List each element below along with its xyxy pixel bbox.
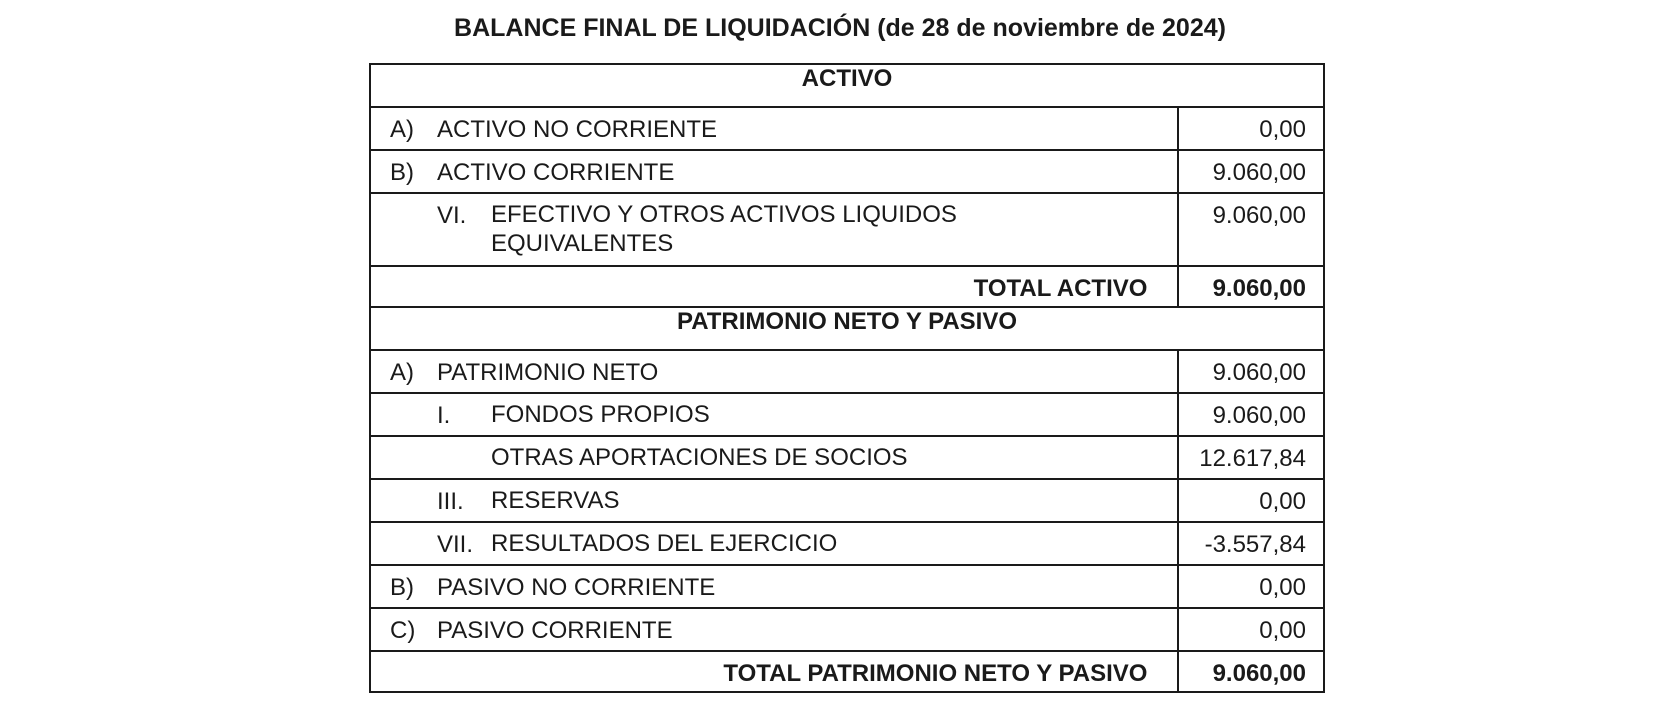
section-heading-pasivo [370, 307, 1324, 350]
row-code: I. [437, 402, 451, 429]
row-amount: 9.060,00 [1178, 193, 1324, 266]
total-amount: 9.060,00 [1178, 651, 1324, 692]
row-code: VII. [437, 531, 474, 558]
row-code: A) [390, 359, 414, 386]
row-amount: 9.060,00 [1178, 350, 1324, 393]
table-row [370, 565, 1324, 608]
table-row [370, 608, 1324, 651]
row-label: PASIVO CORRIENTE [437, 617, 673, 644]
table-row [370, 522, 1324, 565]
row-amount: 9.060,00 [1178, 393, 1324, 436]
row-code: III. [437, 488, 464, 515]
row-label: PASIVO NO CORRIENTE [437, 574, 716, 601]
row-code: C) [390, 617, 416, 644]
row-label: PATRIMONIO NETO [437, 359, 659, 386]
row-code: B) [390, 574, 414, 601]
document-title: BALANCE FINAL DE LIQUIDACIÓN (de 28 de noviembre de 2024) [454, 14, 1226, 42]
total-label: TOTAL ACTIVO [370, 266, 1178, 307]
row-amount: 0,00 [1178, 107, 1324, 150]
row-label: EFECTIVO Y OTROS ACTIVOS LIQUIDOS EQUIVALENTES [491, 201, 957, 257]
row-label: RESULTADOS DEL EJERCICIO [491, 530, 838, 557]
row-amount: 0,00 [1178, 608, 1324, 651]
table-row [370, 436, 1324, 479]
table-row [370, 150, 1324, 193]
total-row-pasivo [370, 651, 1324, 692]
row-code: B) [390, 159, 414, 186]
row-amount: -3.557,84 [1178, 522, 1324, 565]
table-row [370, 193, 1324, 266]
balance-table [369, 63, 1325, 693]
row-code: VI. [437, 202, 467, 229]
row-label: OTRAS APORTACIONES DE SOCIOS [491, 444, 908, 471]
row-code [437, 445, 491, 472]
total-row-activo [370, 266, 1324, 307]
total-amount: 9.060,00 [1178, 266, 1324, 307]
table-row [370, 107, 1324, 150]
section-heading-activo [370, 64, 1324, 107]
row-label: ACTIVO CORRIENTE [437, 159, 675, 186]
row-amount: 0,00 [1178, 565, 1324, 608]
row-code: A) [390, 116, 414, 143]
row-label: FONDOS PROPIOS [491, 401, 710, 428]
row-amount: 0,00 [1178, 479, 1324, 522]
section-heading-label: ACTIVO [370, 64, 1324, 107]
table-row [370, 350, 1324, 393]
row-label: ACTIVO NO CORRIENTE [437, 116, 718, 143]
row-label: RESERVAS [491, 487, 620, 514]
total-label: TOTAL PATRIMONIO NETO Y PASIVO [370, 651, 1178, 692]
row-amount: 9.060,00 [1178, 150, 1324, 193]
table-row [370, 393, 1324, 436]
table-row [370, 479, 1324, 522]
section-heading-label: PATRIMONIO NETO Y PASIVO [370, 307, 1324, 350]
row-amount: 12.617,84 [1178, 436, 1324, 479]
